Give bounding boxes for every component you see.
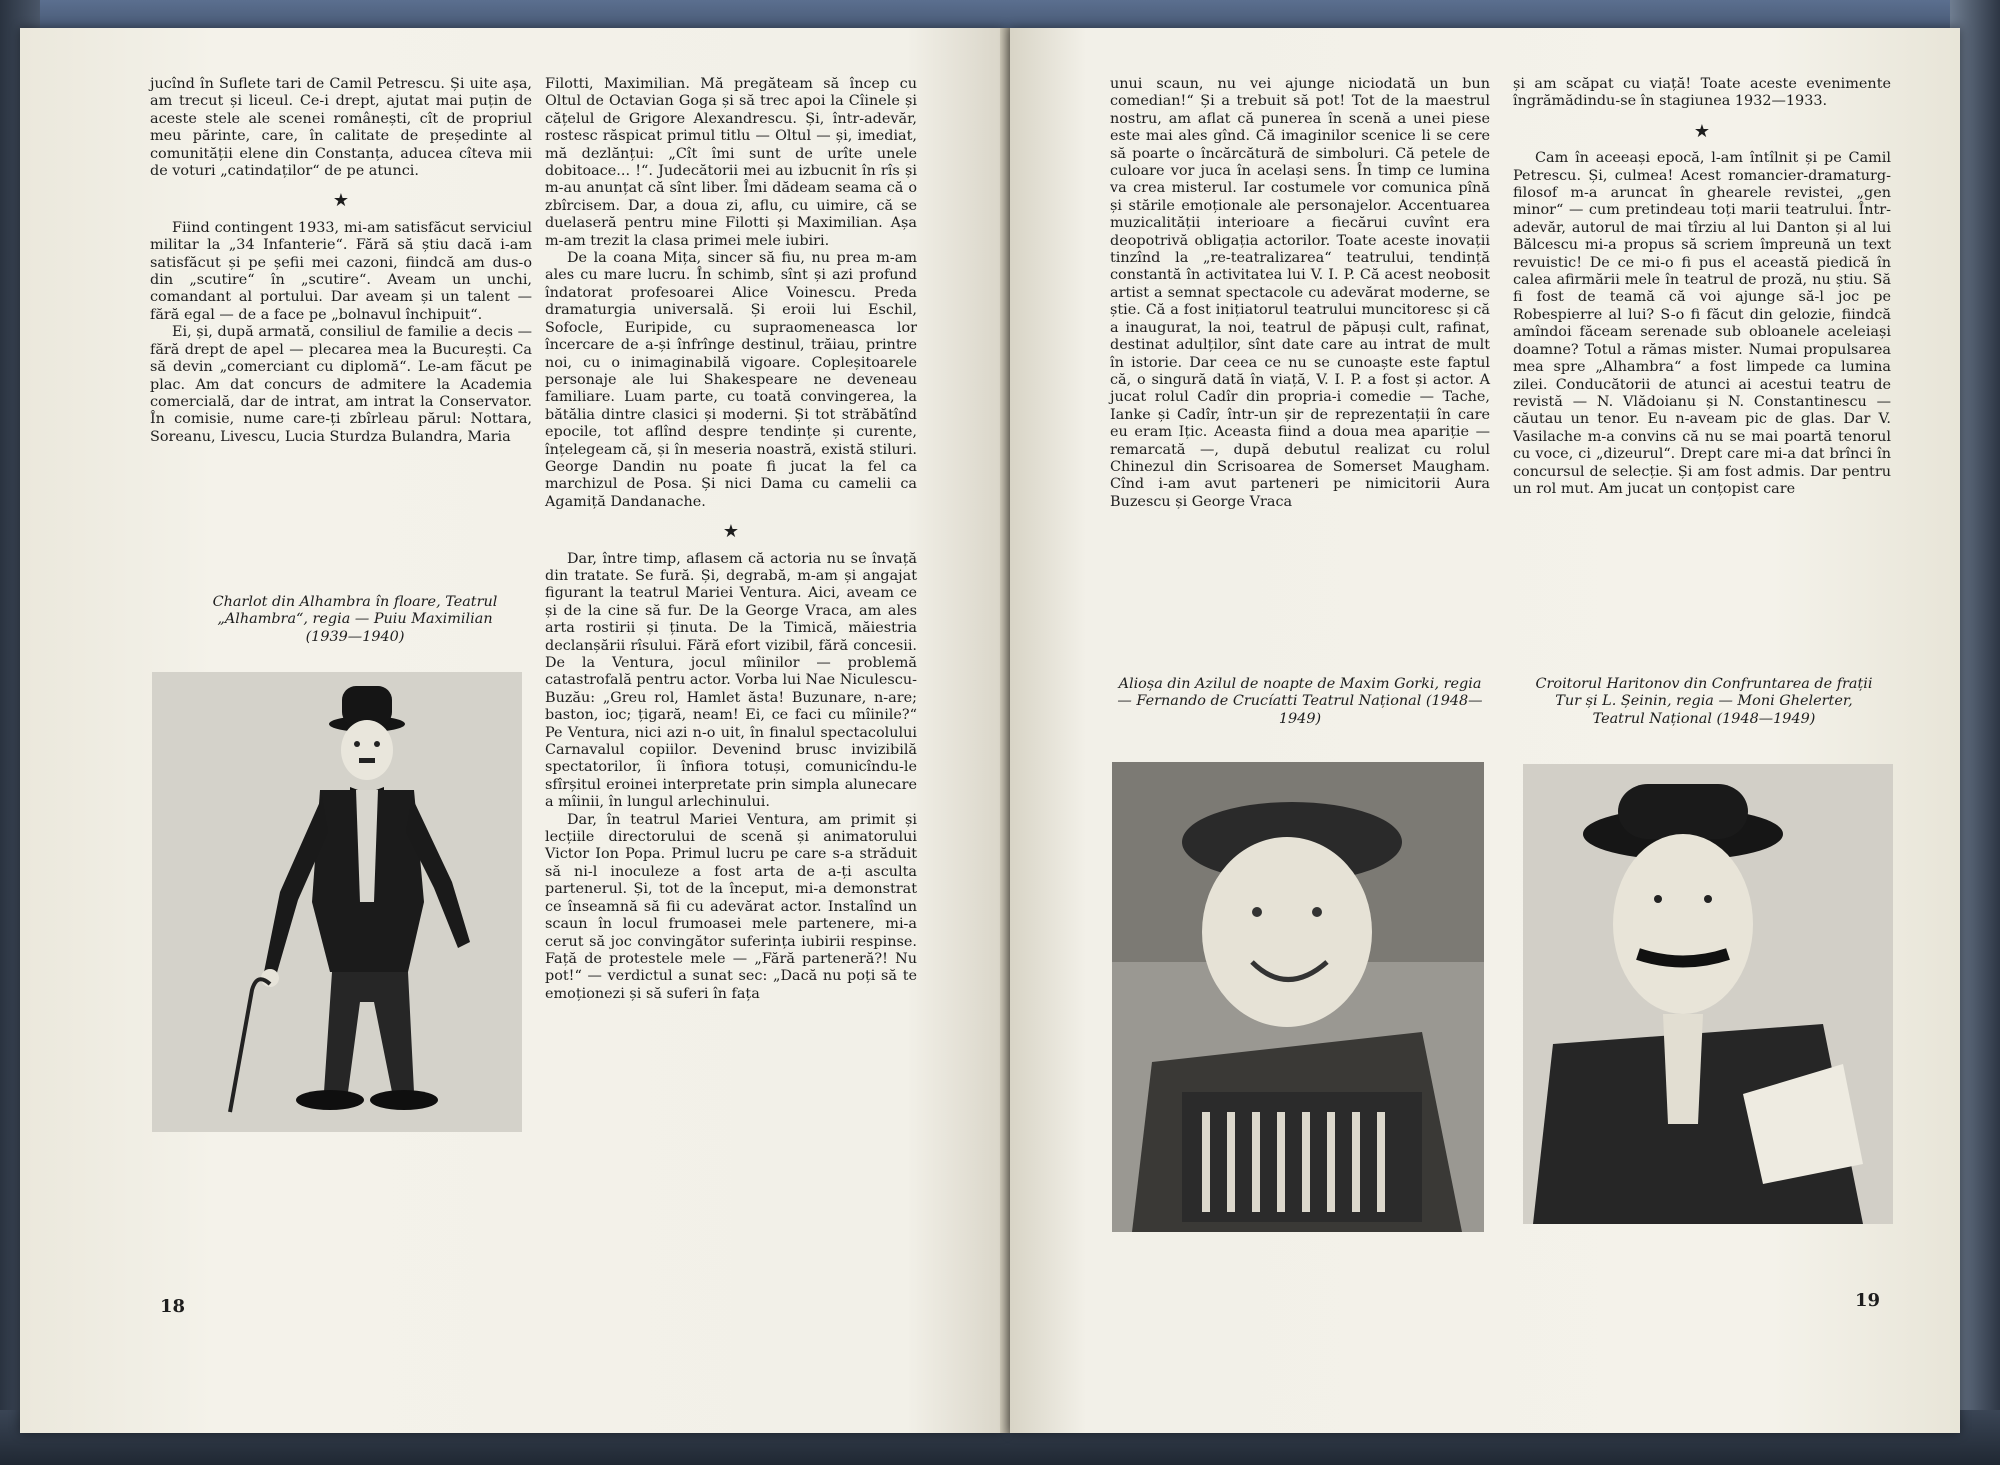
right-page-column-1 <box>1110 76 1490 511</box>
right-col2-paragraphs-b <box>1513 150 1891 498</box>
photo-caption-haritonov: Croitorul Haritonov din Confruntarea de frații Tur și L. Șeinin, regia — Moni Ghelerter, Teatrul Național (1948—1949) <box>1535 676 1873 727</box>
paragraph: Filotti, Maximilian. Mă pregăteam să încep cu Oltul de Octavian Goga și să trec apoi la Cîinele și cățelul de Grigore Alexandrescu. Și, într-adevăr, rostesc răspicat primul titlu — Oltul — și, imediat, mă dezlănțui: „Cît îmi sunt de urîte unele dobitoace... !“. Judecătorii mei au izbucnit în rîs și m-au anunțat că sînt liber. Îmi dădeam seama că o zbîrcisem. Dar, a doua zi, aflu, cu uimire, că se duelaseră pentru mine Filotti și Maximilian. Așa m-am trezit la clasa primei mele iubiri. <box>545 76 917 249</box>
left-col1-paragraphs-a <box>150 76 532 180</box>
left-col1-paragraphs-b <box>150 220 532 446</box>
left-page-column-2 <box>545 76 917 1003</box>
haritonov-portrait-illustration <box>1523 764 1893 1224</box>
paragraph: Ei, și, după armată, consiliul de familie a decis — fără drept de apel — plecarea mea la București. Ca să devin „comerciant cu diplomă“. Le-am făcut pe plac. Am dat concurs de admitere la Academia comercială, dar de intrat, am intrat la Conservator. În comisie, nume care-ți zbîrleau părul: Nottara, Soreanu, Livescu, Lucia Sturdza Bulandra, Maria <box>150 324 532 445</box>
right-page <box>1010 28 1960 1433</box>
photo-caption-charlot: Charlot din Alhambra în floare, Teatrul „Alhambra“, regia — Puiu Maximilian (1939—1940) <box>212 594 498 645</box>
paragraph: De la coana Mița, sincer să fiu, nu prea m-am ales cu mare lucru. În schimb, sînt și azi profund îndatorat profesoarei Alice Voinescu. Preda dramaturgia universală. Și eroii lui Eschil, Sofocle, Euripide, cu supraomeneasca lor încercare de a-și înfrînge destinul, trăiau, printre noi, cu o inimaginabilă vigoare. Copleșitoarele personaje ale lui Shakespeare ne deveneau familiare. Luam parte, cu toată convingerea, la bătălia dintre clasici și moderni. Și tot străbătînd epocile, tot aflînd despre tendințe și curente, înțelegeam că, și în meseria noastră, există stiluri. George Dandin nu poate fi jucat la fel ca marchizul de Posa. Și nici Dama cu camelii ca Agamiță Dandanache. <box>545 250 917 510</box>
left-col2-paragraphs-b <box>545 551 917 1004</box>
paragraph: Fiind contingent 1933, mi-am satisfăcut serviciul militar la „34 Infanterie“. Fără să știu dacă i-am satisfăcut și pe șefii mei cazoni, fiindcă am dus-o din „scutire“ în „scutire“. Aveam un unchi, comandant al portului. Dar aveam și un talent — fără egal — de a face pe „bolnavul închipuit“. <box>150 219 532 323</box>
paragraph: jucînd în Suflete tari de Camil Petrescu. Și uite așa, am trecut și liceul. Ce-i drept, ajutat mai puțin de aceste stele ale scenei românești, cît de propriul meu părinte, care, în calitate de președinte al comunității elene din Constanța, aducea cîteva mii de voturi „catindaților“ de pe atunci. <box>150 76 532 180</box>
star-separator: ★ <box>1693 120 1711 142</box>
page-number-right: 19 <box>1855 1290 1881 1311</box>
left-page <box>20 28 1005 1433</box>
left-page-column-1 <box>150 76 532 446</box>
charlot-figure-illustration <box>152 672 522 1132</box>
paragraph: Dar, între timp, aflasem că actoria nu se învață din tratate. Se fură. Și, degrabă, m-am și angajat figurant la teatrul Mariei Ventura. Aici, aveam ce și de la cine să fur. De la George Vraca, am ales arta rostirii și ținuta. De la Timică, măiestria declanșării rîsului. Fără efort vizibil, fără concesii. De la Ventura, jocul mîinilor — problemă catastrofală pentru actor. Vorba lui Nae Niculescu-Buzău: „Greu rol, Hamlet ăsta! Buzunare, n-are; baston, ioc; țigară, neam! Ei, ce faci cu mîinile?“ Pe Ventura, nici azi n-o uit, în finalul spectacolului Carnavalul copiilor. Devenind brusc invizibilă spectatorilor, îi înfiora totuși, comunicîndu-le sfîrșitul eroinei interpretate prin simpla alunecare a mîinii, în lungul arlechinului. <box>545 550 917 811</box>
star-separator: ★ <box>722 521 740 543</box>
paragraph: și am scăpat cu viață! Toate aceste evenimente îngrămădindu-se în stagiunea 1932—1933. <box>1513 76 1891 110</box>
photo-haritonov <box>1523 764 1893 1224</box>
right-page-column-2 <box>1513 76 1891 498</box>
paragraph: Cam în aceeași epocă, l-am întîlnit și pe Camil Petrescu. Și, culmea! Acest romancier-dramaturg-filosof m-a aruncat în ghearele revistei, „gen minor“ — cum pretindeau toți marii teatrului. Într-adevăr, autorul de mai tîrziu al lui Danton și al lui Bălcescu mi-a propus să scriem împreună un text revuistic! De ce mi-o fi pus el această piedică în calea afirmării mele în teatrul de proză, nu știu. Să fi fost de teamă că voi ajunge să-l joc pe Robespierre al lui? S-o fi făcut din gelozie, fiindcă amîndoi făceam serenade sub obloanele aceleiași doamne? Totul a rămas mister. Numai propulsarea mea spre „Alhambra“ a fost limpede ca lumina zilei. Conducătorii de atunci ai acestui teatru de revistă — N. Vlădoianu și N. Constantinescu — căutau un tenor. Eu n-aveam pic de glas. Dar V. Vasilache m-a convins că nu se mai poartă tenorul cu voce, ci „dizeurul“. Drept care mi-a dat brînci în concursul de selecție. Și am fost admis. Dar pentru un rol mut. Am jucat un conțopist care <box>1513 150 1891 497</box>
right-col2-paragraphs-a <box>1513 76 1891 111</box>
left-col2-paragraphs-a <box>545 76 917 511</box>
right-col1-paragraphs <box>1110 76 1490 511</box>
photo-charlot <box>152 672 522 1132</box>
star-separator: ★ <box>332 190 350 212</box>
paragraph: unui scaun, nu vei ajunge niciodată un bun comedian!“ Și a trebuit să pot! Tot de la maestrul nostru, am aflat că punerea în scenă a unei piese este mai ales gînd. Că imaginilor scenice li se cere să poarte o încărcătură de simboluri. Că petele de culoare vor juca în același sens. În timp ce lumina va crea misterul. Iar costumele vor comunica pînă și stările emoționale ale personajelor. Accentuarea muzicalității interioare a fiecărui cuvînt era deopotrivă obligația actorilor. Toate aceste inovații tinzînd la „re-teatralizarea“ teatrului, tendință constantă în activitatea lui V. I. P. Că acest neobosit artist a semnat spectacole cu adevărat moderne, se știe. Că a fost inițiatorul teatrului muncitoresc și că a inaugurat, la noi, teatrul de păpuși cult, rafinat, destinat adulților, sînt date care au intrat de mult în istorie. Dar ceea ce nu se cunoaște este faptul că, o singură dată în viață, V. I. P. a fost și actor. A jucat rolul Cadîr din propria-i comedie — Tache, Ianke și Cadîr, într-un șir de reprezentații în care eu eram Ițic. Aceasta fiind a doua mea apariție — remarcată —, după debutul realizat cu rolul Chinezul din Scrisoarea de Somerset Maugham. Cînd i-am avut parteneri pe nimicitorii Aura Buzescu și George Vraca <box>1110 76 1490 510</box>
photo-caption-aliosa: Alioșa din Azilul de noapte de Maxim Gorki, regia — Fernando de Crucíatti Teatrul Național (1948—1949) <box>1117 676 1483 727</box>
page-number-left: 18 <box>160 1296 186 1317</box>
photo-aliosa <box>1112 762 1484 1232</box>
paragraph: Dar, în teatrul Mariei Ventura, am primit și lecțiile directorului de scenă și animatorului Victor Ion Popa. Primul lucru pe care s-a străduit să ni-l inoculeze a fost arta de a-ți asculta partenerul. Și, tot de la început, mi-a demonstrat ce înseamnă să fii cu adevărat actor. Instalînd un scaun în locul frumoasei mele partenere, mi-a cerut să joc convingător suferința iubirii respinse. Față de protestele mele — „Fără parteneră?! Nu pot!“ — verdictul a sunat sec: „Dacă nu poți să te emoționezi și să suferi în fața <box>545 811 917 1002</box>
aliosa-portrait-illustration <box>1112 762 1484 1232</box>
